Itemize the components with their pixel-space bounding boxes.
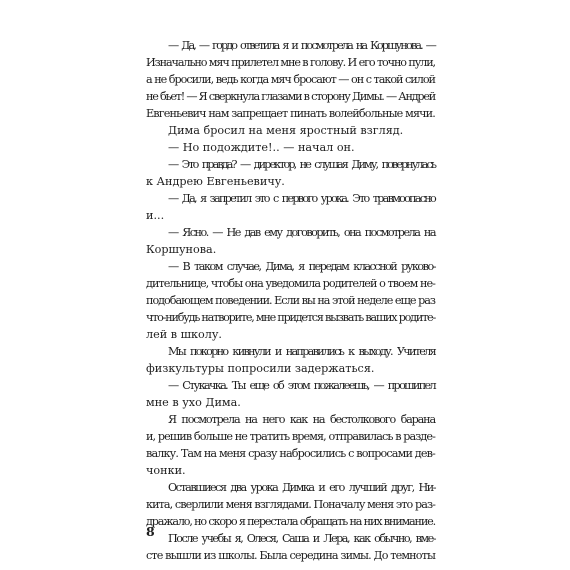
text-line: дительнице, чтобы она уведомила родителей о твоем не- [146,277,435,290]
text-line: После учебы я, Олеся, Саша и Лера, как обычно, вме- [168,532,435,545]
text-line: Оставшиеся два урока Димка и его лучший друг, Ни- [168,481,435,494]
text-line: — Это правда? — директор, не слушая Диму, повернулась [168,158,435,171]
text-line: и, решив больше не тратить время, отправилась в разде- [146,430,435,443]
text-line: Дима бросил на меня яростный взгляд. [168,124,404,137]
text-line: что-нибудь натворите, мне придется вызвать ваших родите- [146,311,436,324]
text-line: — Да, я запретил это с первого урока. Это травмоопасно [168,192,435,205]
text-line: валку. Там на меня сразу набросились с вопросами дев- [146,447,435,460]
body-text [146,37,435,564]
text-line: — Стукачка. Ты еще об этом пожалеешь, — прошипел [168,379,435,392]
text-line: — Но подождите!.. — начал он. [168,141,355,154]
text-line: не бьет! — Я сверкнула глазами в сторону Димы. — Андрей [146,90,435,103]
text-line: Евгеньевич нам запрещает пинать волейбольные мячи. [146,107,435,120]
text-line: к Андрею Евгеньевичу. [146,175,285,188]
text-line: кита, сверлили меня взглядами. Поначалу меня это раз- [146,498,436,511]
text-line: — Да, — гордо ответила я и посмотрела на Коршунова. — [168,39,435,52]
text-line: — Ясно. — Не дав ему договорить, она посмотрела на [168,226,435,239]
text-line: сте вышли из школы. Была середина зимы. До темноты [146,549,435,562]
text-line: подобающем поведении. Если вы на этой неделе еще раз [146,294,435,307]
text-line: мне в ухо Дима. [146,396,241,409]
text-line: Мы покорно кивнули и направились к выходу. Учителя [168,345,435,358]
text-line: Изначально мяч прилетел мне в голову. И его точно пули, [146,56,435,69]
text-line: лей в школу. [146,328,222,341]
text-line: Я посмотрела на него как на бестолкового барана [168,413,435,426]
page-number: 8 [146,524,155,539]
text-line: и... [146,209,165,222]
text-line: Коршунова. [146,243,217,256]
text-line: дражало, но скоро я перестала обращать на них внимание. [146,515,435,528]
text-line: чонки. [146,464,186,477]
text-line: физкультуры попросили задержаться. [146,362,375,375]
text-line: а не бросили, ведь когда мяч бросают — он с такой силой [146,73,435,86]
text-line: — В таком случае, Дима, я передам классной руково- [168,260,435,273]
